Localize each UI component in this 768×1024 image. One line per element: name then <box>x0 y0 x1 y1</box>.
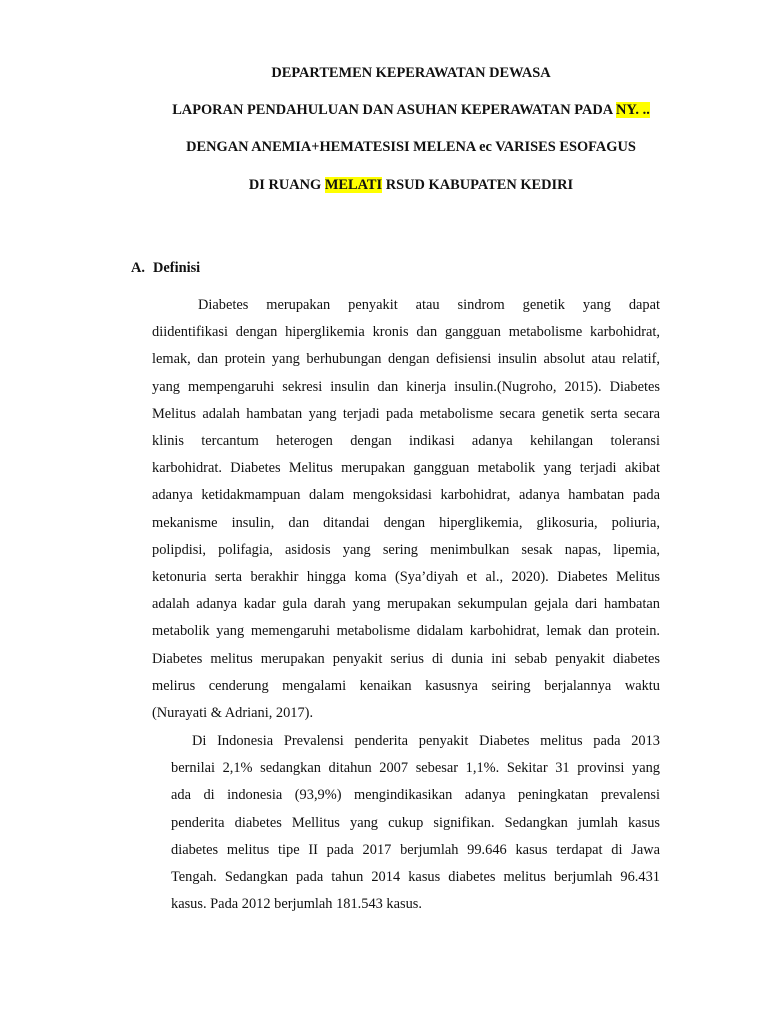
paragraph-line: karbohidrat. Diabetes Melitus merupakan gangguan metabolik yang terjadi akibat <box>152 460 660 477</box>
paragraph-line: Diabetes melitus merupakan penyakit serius di dunia ini sebab penyakit diabetes <box>152 650 660 667</box>
paragraph-line: diabetes melitus tipe II pada 2017 berjumlah 99.646 kasus terdapat di Jawa <box>171 841 660 858</box>
paragraph-line: adalah adanya kadar gula darah yang merupakan sekumpulan gejala dari hambatan <box>152 596 660 613</box>
header-line-3: DENGAN ANEMIA+HEMATESISI MELENA ec VARISES ESOFAGUS <box>186 139 636 155</box>
header-line-4 <box>0 176 768 194</box>
paragraph-line: Diabetes merupakan penyakit atau sindrom genetik yang dapat <box>198 297 660 313</box>
paragraph-line: yang mempengaruhi sekresi insulin dan kinerja insulin.(Nugroho, 2015). Diabetes <box>152 378 660 395</box>
patient-name-highlight: NY. .. <box>615 102 650 118</box>
paragraph-line: bernilai 2,1% sedangkan ditahun 2007 sebesar 1,1%. Sekitar 31 provinsi yang <box>171 760 660 777</box>
paragraph-line: ketonuria serta berakhir hingga koma (Sya’diyah et al., 2020). Diabetes Melitus <box>152 569 660 586</box>
paragraph-prevalence <box>171 728 660 918</box>
section-heading <box>131 259 200 277</box>
header-line-2-text: LAPORAN PENDAHULUAN DAN ASUHAN KEPERAWATAN PADA <box>172 102 616 118</box>
paragraph-line: lemak, dan protein yang berhubungan dengan defisiensi insulin absolut atau relatif, <box>152 351 660 368</box>
header-line-2 <box>0 101 768 119</box>
paragraph-line: (Nurayati & Adriani, 2017). <box>152 705 314 722</box>
paragraph-line: Tengah. Sedangkan pada tahun 2014 kasus diabetes melitus berjumlah 96.431 <box>171 869 660 886</box>
paragraph-line: melirus cenderung mengalami kenaikan kasusnya seiring berjalannya waktu <box>152 677 660 694</box>
paragraph-line: diidentifikasi dengan hiperglikemia kronis dan gangguan metabolisme karbohidrat, <box>152 324 660 341</box>
paragraph-line: mekanisme insulin, dan ditandai dengan hiperglikemia, glikosuria, poliuria, <box>152 514 660 531</box>
section-title: Definisi <box>153 260 201 276</box>
paragraph-line: kasus. Pada 2012 berjumlah 181.543 kasus. <box>171 896 423 913</box>
room-name-highlight: MELATI <box>324 177 383 193</box>
header-line-4-after: RSUD KABUPATEN KEDIRI <box>382 177 574 193</box>
paragraph-line: Melitus adalah hambatan yang terjadi pada metabolisme secara genetik serta secara <box>152 405 660 422</box>
paragraph-line: klinis tercantum heterogen dengan indikasi adanya kehilangan toleransi <box>152 433 660 450</box>
paragraph-line: adanya ketidakmampuan dalam mengoksidasi karbohidrat, adanya hambatan pada <box>152 487 660 504</box>
paragraph-line: metabolik yang memengaruhi metabolisme didalam karbohidrat, lemak dan protein. <box>152 623 660 640</box>
section-number: A. <box>131 260 145 276</box>
header-line-1: DEPARTEMEN KEPERAWATAN DEWASA <box>271 65 551 81</box>
paragraph-line: ada di indonesia (93,9%) mengindikasikan adanya peningkatan prevalensi <box>171 787 660 804</box>
paragraph-line: polipdisi, polifagia, asidosis yang sering menimbulkan sesak napas, lipemia, <box>152 541 660 558</box>
paragraph-line: penderita diabetes Mellitus yang cukup signifikan. Sedangkan jumlah kasus <box>171 814 660 831</box>
paragraph-line: Di Indonesia Prevalensi penderita penyakit Diabetes melitus pada 2013 <box>192 733 660 749</box>
header-line-4-before: DI RUANG <box>248 177 325 193</box>
paragraph-definition <box>152 292 660 727</box>
